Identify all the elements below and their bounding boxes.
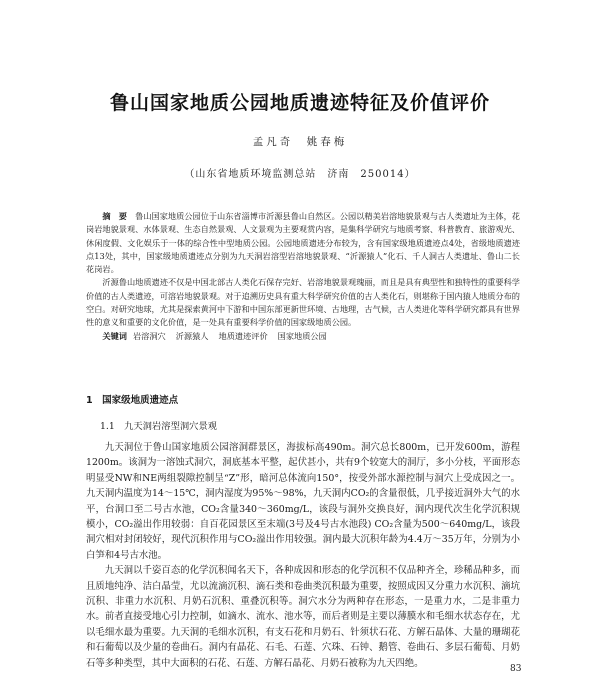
abstract-paragraph-1: [86, 210, 520, 276]
abstract-label: 摘 要: [102, 211, 127, 221]
keyword: 国家地质公园: [277, 330, 327, 341]
page-number: 83: [510, 664, 522, 674]
keyword: 岩溶洞穴: [132, 330, 166, 341]
author-line: 孟凡奇 姚春梅: [252, 136, 348, 148]
abstract-text-2: 沂源鲁山地质遗迹不仅是中国北部古人类化石保存完好、岩溶地貌景观瑰丽，而且是具有典型性和独特性的重要科学价值的古人类遗迹，可溶岩地貌景观。对于追溯历史具有重大科学研究价值的古人类化石，则堪称于国内猿人地质分布的空白。对研究地球，尤其是探索黄河中下游和中国东部更新世环境、古地理，古气候，古人类进化等科学研究都具有世界性的意义和重要的文化价值，是一处具有重要科学价值的国家级地质公园。: [86, 277, 520, 328]
paper-title: 鲁山国家地质公园地质遗迹特征及价值评价: [109, 92, 490, 114]
affiliation-line: （山东省地质环境监测总站 济南 250014）: [184, 169, 416, 180]
body-paragraph: 九天洞以千姿百态的化学沉积闻名天下，各种成因和形态的化学沉积不仅品种齐全，珍稀品种多，而且质地纯净、洁白晶莹，尤以流滴沉积、滴石类和卷曲类沉积最为重要，按照成因又分重力水沉积、滴坑沉积、非重力水沉积、月奶石沉积、重叠沉积等。洞穴水分为两种存在形态，一是重力水，二是非重力水。前者直接受地心引力控制，如滴水、流水、池水等，而后者则是主要以薄膜水和毛细水状态存在，尤以毛细水最为重要。九天洞的毛细水沉积，有支石花和月奶石、针须状石花、方解石晶体、大量的珊瑚花和石葡萄以及少量的卷曲石。洞内有晶花、石毛、石莲、穴珠、石钟、鹅管、卷曲石、多层石葡萄、月奶石等多种类型，其中大面积的石花、石莲、方解石晶花、月奶石被称为九天四绝。: [86, 565, 520, 669]
keyword: 地质遗迹评价: [218, 330, 268, 341]
body-paragraph: 九天洞位于鲁山国家地质公园溶洞群景区，海拔标高490m。洞穴总长800m，已开发600m，游程1200m。该洞为一溶蚀式洞穴，洞底基本平整，起伏甚小，共有9个较宽大的洞厅，多小分枝，平面形态明显受NW和NE两组裂隙控制呈“Z”形，暗河总体流向150°，按受外部水源控制与洞穴上受成因之一。九天洞内温度为14～15℃，洞内湿度为95%～98%，九天洞内CO₂的含量很低，几乎接近洞外大气的水平，台洞口至二号古水池，CO₂含量340～360mg/L，该段与洞外交换良好，洞内现代次生化学沉积规模小，CO₂溢出作用较弱：自百花园景区至末端(3号及4号古水池段) CO₂含量为500～640mg/L，该段洞穴相对封闭较好，现代沉积作用与CO₂溢出作用较强。洞内最大沉积年龄为4.4万～35万年，分别为小白笋和4号古水池。: [86, 442, 520, 561]
keywords-label: 关键词: [102, 330, 127, 341]
keyword: 沂源猿人: [175, 330, 209, 341]
subsection-heading-1-1: 1.1 九天洞岩溶型洞穴景观: [100, 421, 218, 432]
body-text: [86, 440, 520, 671]
abstract-block: [86, 210, 520, 343]
section-heading-1: 1 国家级地质遗迹点: [86, 395, 179, 406]
keywords-line: [86, 330, 520, 343]
abstract-text-1: 鲁山国家地质公园位于山东省淄博市沂源县鲁山自然区。公园以精美岩溶地貌景观与古人类遗址为主体，花岗岩地貌景观、水体景观、生态自然景观、人文景观为主要观赏内容，是集科学研究与地质考察、科普教育、旅游观光、休闲度假、文化娱乐于一体的综合性中型地质公园。公园地质遗迹分布较为，含有国家级地质遗迹点4处，省级地质遗迹点13处，其中，国家级地质遗迹点分别为九天洞岩溶型岩溶地貌景观、“沂源猿人”化石、千人洞古人类遗址、鲁山二长花岗岩。: [86, 211, 520, 275]
